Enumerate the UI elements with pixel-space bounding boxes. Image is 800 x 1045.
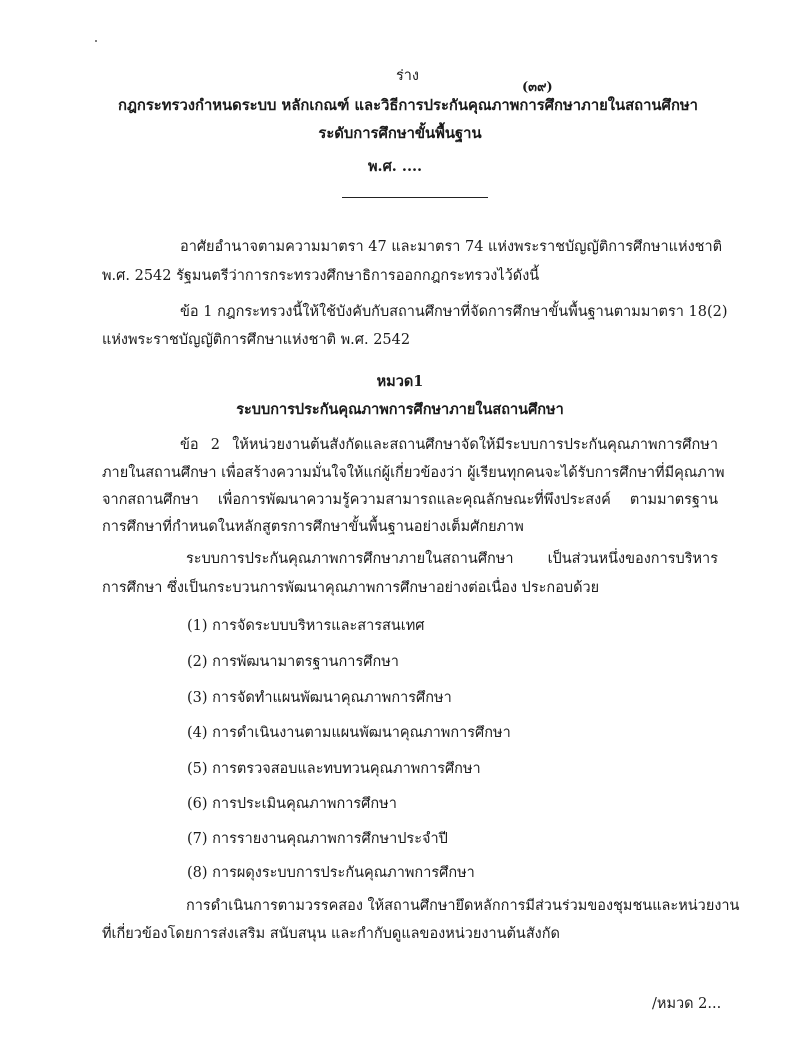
clause-2-line-4: การศึกษาที่กำหนดในหลักสูตรการศึกษาขั้นพื้นฐานอย่างเต็มศักยภาพ xyxy=(102,519,524,535)
chapter-heading: หมวด1 xyxy=(376,373,424,390)
system-para-line-1: ระบบการประกันคุณภาพการศึกษาภายในสถานศึกษา เป็นส่วนหนึ่งของการบริหาร xyxy=(186,551,718,567)
list-item: (3) การจัดทำแผนพัฒนาคุณภาพการศึกษา xyxy=(187,690,452,706)
list-item: (7) การรายงานคุณภาพการศึกษาประจำปี xyxy=(187,831,448,847)
list-item: (5) การตรวจสอบและทบทวนคุณภาพการศึกษา xyxy=(187,761,481,777)
preamble-line-1: อาศัยอำนาจตามความมาตรา 47 และมาตรา 74 แห่งพระราชบัญญัติการศึกษาแห่งชาติ xyxy=(180,239,723,255)
system-para-line-2: การศึกษา ซึ่งเป็นกระบวนการพัฒนาคุณภาพการศึกษาอย่างต่อเนื่อง ประกอบด้วย xyxy=(102,580,600,596)
list-item: (1) การจัดระบบบริหารและสารสนเทศ xyxy=(187,618,425,634)
title-divider xyxy=(342,197,488,198)
clause-1-line-2: แห่งพระราชบัญญัติการศึกษาแห่งชาติ พ.ศ. 2542 xyxy=(102,332,411,348)
list-item: (8) การผดุงระบบการประกันคุณภาพการศึกษา xyxy=(187,865,475,881)
document-title: กฎกระทรวงกำหนดระบบ หลักเกณฑ์ และวิธีการประกันคุณภาพการศึกษาภายในสถานศึกษา xyxy=(118,97,698,114)
chapter-subheading: ระบบการประกันคุณภาพการศึกษาภายในสถานศึกษา xyxy=(236,401,564,418)
document-year: พ.ศ. .... xyxy=(368,158,423,175)
document-subtitle: ระดับการศึกษาขั้นพื้นฐาน xyxy=(318,125,482,142)
list-item: (4) การดำเนินงานตามแผนพัฒนาคุณภาพการศึกษา xyxy=(187,725,511,741)
page-continuation: /หมวด 2... xyxy=(652,996,722,1012)
list-item: (2) การพัฒนามาตรฐานการศึกษา xyxy=(187,654,399,670)
draft-label: ร่าง xyxy=(396,68,420,84)
closing-line-1: การดำเนินการตามวรรคสอง ให้สถานศึกษายึดหลักการมีส่วนร่วมของชุมชนและหน่วยงาน xyxy=(186,898,740,914)
scan-speck xyxy=(95,40,97,42)
clause-1-line-1: ข้อ 1 กฎกระทรวงนี้ให้ใช้บังคับกับสถานศึกษาที่จัดการศึกษาขั้นพื้นฐานตามมาตรา 18(2) xyxy=(180,304,728,320)
list-item: (6) การประเมินคุณภาพการศึกษา xyxy=(187,796,397,812)
closing-line-2: ที่เกี่ยวข้องโดยการส่งเสริม สนับสนุน และกำกับดูแลของหน่วยงานต้นสังกัด xyxy=(102,926,560,942)
draft-number: (๓๙) xyxy=(522,80,553,95)
clause-2-line-1: ข้อ 2 ให้หน่วยงานต้นสังกัดและสถานศึกษาจัดให้มีระบบการประกันคุณภาพการศึกษา xyxy=(180,437,718,453)
clause-2-line-2: ภายในสถานศึกษา เพื่อสร้างความมั่นใจให้แก่ผู้เกี่ยวข้องว่า ผู้เรียนทุกคนจะได้รับการศึกษาที่มีคุณภาพ xyxy=(102,465,725,481)
preamble-line-2: พ.ศ. 2542 รัฐมนตรีว่าการกระทรวงศึกษาธิการออกกฎกระทรวงไว้ดังนี้ xyxy=(102,268,540,284)
clause-2-line-3: จากสถานศึกษา เพื่อการพัฒนาความรู้ความสามารถและคุณลักษณะที่พึงประสงค์ ตามมาตรฐาน xyxy=(102,492,718,508)
